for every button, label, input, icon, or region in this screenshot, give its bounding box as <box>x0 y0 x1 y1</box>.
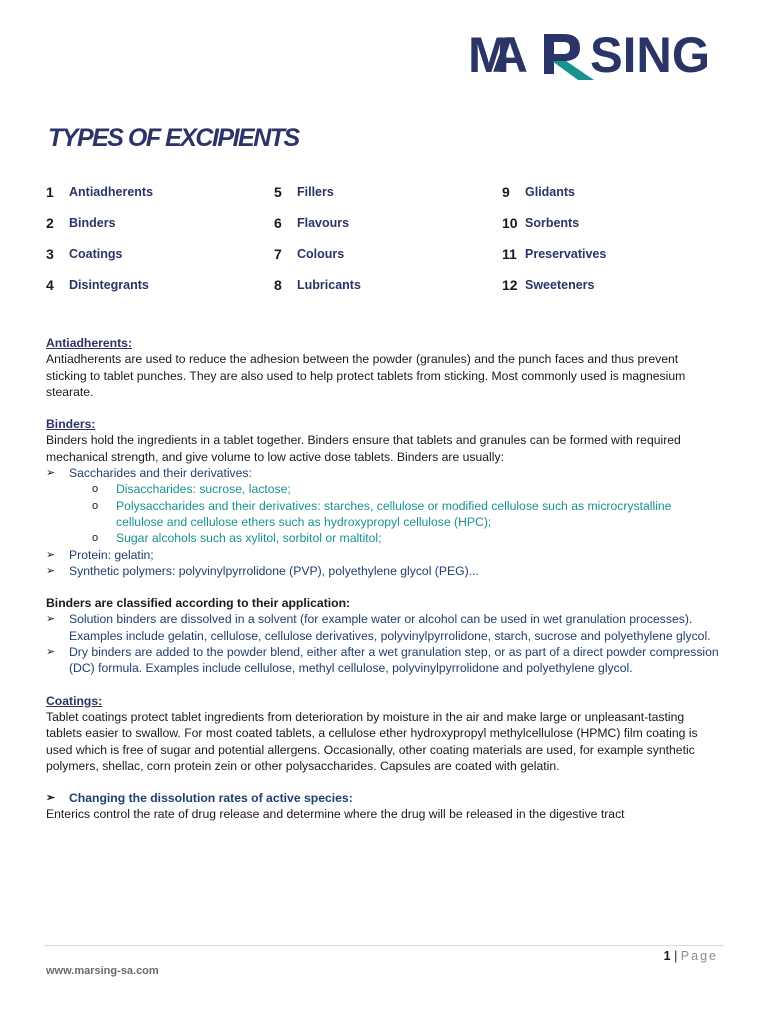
binders-paragraph: Binders hold the ingredients in a tablet together. Binders ensure that tablets and granules can be formed with required mechanical strength, and give volume to low active dose tablets. Binders are usually: <box>46 433 681 464</box>
page-number: 1 | Page <box>663 949 718 963</box>
list-item: 6 Flavours <box>274 215 350 231</box>
bullet-item: ➢ Dry binders are added to the powder blend, either after a wet granulation step, or as part of a direct powder compression (DC) formula. Examples include cellulose, methyl cellulose, polyvinylpyrrolidone and polyethylene glycol. <box>46 645 719 676</box>
logo-r-mark <box>544 34 594 80</box>
section-heading-binders: Binders: <box>46 417 96 432</box>
list-item: 7 Colours <box>274 246 345 262</box>
marsing-logo <box>468 28 712 80</box>
circle-bullet-icon: o <box>92 499 99 512</box>
arrow-bullet-icon: ➢ <box>46 467 56 480</box>
sub-bullet-item: o Polysaccharides and their derivatives: starches, cellulose or modified cellulose such as microcrystalline cellulose and cellulose ethers such as hydroxypropyl cellulose (HPC); <box>92 498 672 529</box>
antiadherents-paragraph: Antiadherents are used to reduce the adhesion between the powder (granules) and the punch faces and thus prevent sticking to tablet punches. They are also used to help protect tablets from sticking. Most commonly used is magnesium stearate. <box>46 352 686 399</box>
bullet-item: ➢ Changing the dissolution rates of active species: <box>46 791 353 806</box>
document-body <box>46 335 722 823</box>
logo-text-left: MA <box>468 28 528 80</box>
footer-website-link[interactable]: www.marsing-sa.com <box>46 965 159 977</box>
arrow-bullet-icon: ➢ <box>46 792 56 805</box>
bullet-item: ➢ Solution binders are dissolved in a solvent (for example water or alcohol can be used in wet granulation processes). Examples include gelatin, cellulose, cellulose derivatives, polyvinylpyrrolidone, starch, sucrose and polyethylene glycol. <box>46 612 711 643</box>
arrow-bullet-icon: ➢ <box>46 564 56 577</box>
bullet-item: ➢ Synthetic polymers: polyvinylpyrrolidone (PVP), polyethylene glycol (PEG)... <box>46 563 479 578</box>
list-item: 8 Lubricants <box>274 277 361 293</box>
list-item: 2 Binders <box>46 215 116 231</box>
binders-classification-heading: Binders are classified according to their application: <box>46 596 351 611</box>
section-heading-antiadherents: Antiadherents: <box>46 336 132 350</box>
list-item: 12 Sweeteners <box>502 277 595 293</box>
list-item: 9 Glidants <box>502 184 576 200</box>
arrow-bullet-icon: ➢ <box>46 613 56 626</box>
footer-divider <box>44 945 724 946</box>
page-title: TYPES OF EXCIPIENTS <box>48 124 299 152</box>
list-item: 3 Coatings <box>46 246 123 262</box>
arrow-bullet-icon: ➢ <box>46 646 56 659</box>
list-item: 5 Fillers <box>274 184 334 200</box>
circle-bullet-icon: o <box>92 532 99 545</box>
section-heading-coatings: Coatings: <box>46 693 103 708</box>
list-item: 10 Sorbents <box>502 215 580 231</box>
logo-text-right: SING <box>590 28 710 80</box>
arrow-bullet-icon: ➢ <box>46 548 56 561</box>
list-item: 1 Antiadherents <box>46 184 154 200</box>
bullet-item: ➢ Protein: gelatin; <box>46 547 154 562</box>
coatings-paragraph: Tablet coatings protect tablet ingredients from deterioration by moisture in the air and make large or unpleasant-tasting tablets easier to swallow. For most coated tablets, a cellulose ether hydroxypropyl methylcellulose (HPMC) film coating is used which is free of sugar and potential allergens. Occasionally, other coating materials are used, for example synthetic polymers, shellac, corn protein zein or other polysaccharides. Capsules are coated with gelatin. <box>46 709 698 773</box>
sub-bullet-item: o Disaccharides: sucrose, lactose; <box>92 482 291 497</box>
coatings-enterics-paragraph: Enterics control the rate of drug release and determine where the drug will be released in the digestive tract <box>46 807 625 822</box>
bullet-item: ➢ Saccharides and their derivatives: <box>46 466 252 481</box>
circle-bullet-icon: o <box>92 483 99 496</box>
sub-bullet-item: o Sugar alcohols such as xylitol, sorbitol or maltitol; <box>92 531 382 546</box>
list-item: 11 Preservatives <box>502 246 607 262</box>
list-item: 4 Disintegrants <box>46 277 149 293</box>
